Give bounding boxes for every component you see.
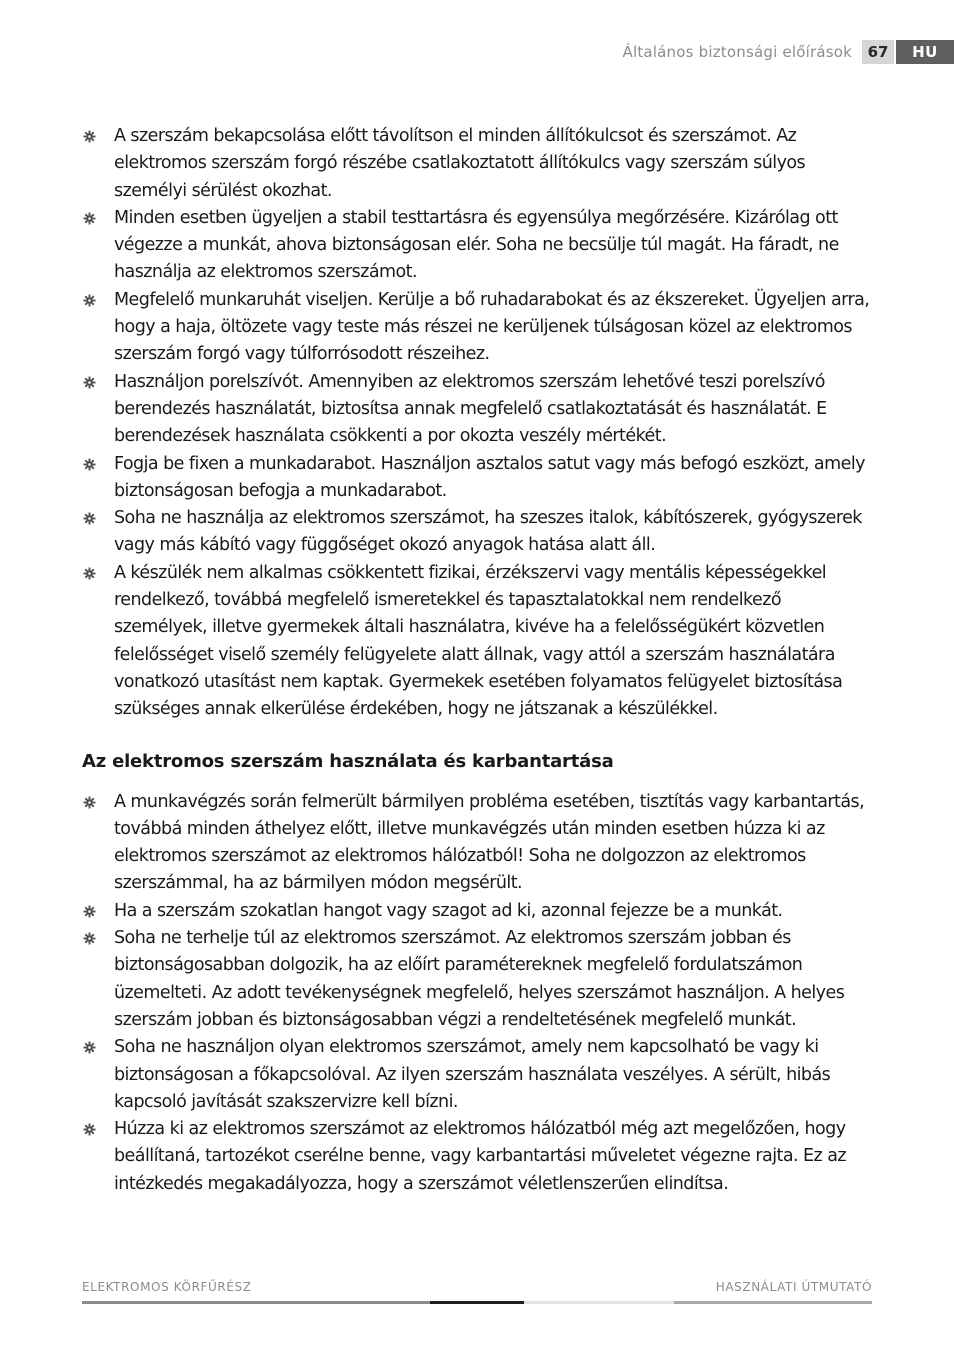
list-item-text: Soha ne használjon olyan elektromos szerszámot, amely nem kapcsolható be vagy ki biztonságosan a főkapcsolóval. Az ilyen szerszám használata veszélyes. A sérült, hibás kapcsoló javítását szakszervizre kell bízni. [114, 1037, 831, 1112]
main-content [82, 123, 878, 1198]
list-item [82, 505, 878, 560]
list-item-text: A szerszám bekapcsolása előtt távolítson el minden állítókulcsot és szerszámot. Az elektromos szerszám forgó részébe csatlakoztatott állítókulcs vagy szerszám súlyos személyi sérülést okozhat. [114, 126, 806, 201]
list-item-text: Soha ne terhelje túl az elektromos szerszámot. Az elektromos szerszám jobban és biztonságosabban dolgozik, ha az előírt paramétereknek megfelelő fordulatszámon üzemelteti. Az adott tevékenységnek megfelelő, helyes szerszámot használjon. A helyes szerszám jobban és biztonságosabban végzi a rendeltetésének megfelelő munkát. [114, 928, 845, 1030]
footer-manual-label: HASZNÁLATI ÚTMUTATÓ [715, 1280, 872, 1294]
list-item [82, 925, 878, 1034]
gear-bullet-icon [82, 287, 96, 314]
footer-divider-segment [430, 1301, 524, 1304]
list-item-text: Ha a szerszám szokatlan hangot vagy szagot ad ki, azonnal fejezze be a munkát. [114, 900, 783, 921]
list-item [82, 451, 878, 506]
footer-divider-segment [82, 1301, 430, 1304]
header-title: Általános biztonsági előírások [622, 43, 852, 61]
gear-bullet-icon [82, 123, 96, 150]
list-item [82, 1034, 878, 1116]
section-heading: Az elektromos szerszám használata és karbantartása [82, 750, 614, 772]
list-item [82, 205, 878, 287]
list-item-text: Soha ne használja az elektromos szerszámot, ha szeszes italok, kábítószerek, gyógyszerek vagy más kábító vagy függőséget okozó anyagok hatása alatt áll. [114, 508, 862, 556]
gear-bullet-icon [82, 898, 96, 925]
list-item [82, 898, 878, 925]
gear-bullet-icon [82, 369, 96, 396]
list-item [82, 560, 878, 724]
gear-bullet-icon [82, 560, 96, 587]
list-item-text: Használjon porelszívót. Amennyiben az elektromos szerszám lehetővé teszi porelszívó berendezés használatát, biztosítsa annak megfelelő csatlakoztatását és használatát. E berendezések használata csökkenti a por okozta veszély mértékét. [114, 371, 827, 447]
gear-bullet-icon [82, 1116, 96, 1143]
list-item-text: A készülék nem alkalmas csökkentett fizikai, érzékszervi vagy mentális képességekkel rendelkező, továbbá megfelelő ismeretekkel és tapasztalatokkal nem rendelkező személyek, illetve gyermekek általi használatra, kivéve ha a felelősségükért közvetlen felelősséget viselő személy felügyelete alatt állnak, vagy attól a szerszám használatára vonatkozó utasítást nem kaptak. Gyermekek esetében folyamatos felügyelet biztosítása szükséges annak elkerülése érdekében, hogy ne játszanak a készülékkel. [114, 562, 843, 720]
list-item [82, 1116, 878, 1198]
gear-bullet-icon [82, 451, 96, 478]
list-item-text: Húzza ki az elektromos szerszámot az elektromos hálózatból még azt megelőzően, hogy beállítaná, tartozékot cserélne benne, vagy karbantartási műveletet végezne rajta. Ez az intézkedés megakadályozza, hogy a szerszámot véletlenszerűen elindítsa. [114, 1119, 847, 1194]
list-item-text: Megfelelő munkaruhát viseljen. Kerülje a bő ruhadarabokat és az ékszereket. Ügyeljen arra, hogy a haja, öltözete vagy teste más részei ne kerüljenek túlságosan közel az elektromos szerszám forgó vagy túlforrósodott részeihez. [114, 289, 870, 365]
page-number: 67 [862, 40, 894, 64]
gear-bullet-icon [82, 789, 96, 816]
list-item [82, 369, 878, 451]
language-badge: HU [896, 40, 954, 64]
footer-divider-segment [674, 1301, 872, 1304]
gear-bullet-icon [82, 925, 96, 952]
footer-product-name: ELEKTROMOS KÖRFŰRÉSZ [82, 1280, 252, 1294]
gear-bullet-icon [82, 1034, 96, 1061]
gear-bullet-icon [82, 505, 96, 532]
list-item-text: A munkavégzés során felmerült bármilyen probléma esetében, tisztítás vagy karbantartás, továbbá minden áthelyez előtt, illetve munkavégzés után minden esetben húzza ki az elektromos szerszámot az elektromos hálózatból! Soha ne dolgozzon az elektromos szerszámmal, ha az bármilyen módon megsérült. [114, 791, 865, 894]
footer-divider-segment [524, 1301, 674, 1304]
list-item-text: Fogja be fixen a munkadarabot. Használjon asztalos satut vagy más befogó eszközt, amely biztonságosan befogja a munkadarabot. [114, 453, 865, 501]
page-header [623, 40, 954, 64]
list-item [82, 287, 878, 369]
list-item [82, 123, 878, 205]
usage-maintenance-list [82, 789, 878, 1198]
list-item-text: Minden esetben ügyeljen a stabil testtartásra és egyensúlya megőrzésére. Kizárólag ott végezze a munkát, ahova biztonságosan elér. Soha ne becsülje túl magát. Ha fáradt, ne használja az elektromos szerszámot. [114, 207, 839, 283]
gear-bullet-icon [82, 205, 96, 232]
safety-list [82, 123, 878, 724]
list-item [82, 789, 878, 898]
